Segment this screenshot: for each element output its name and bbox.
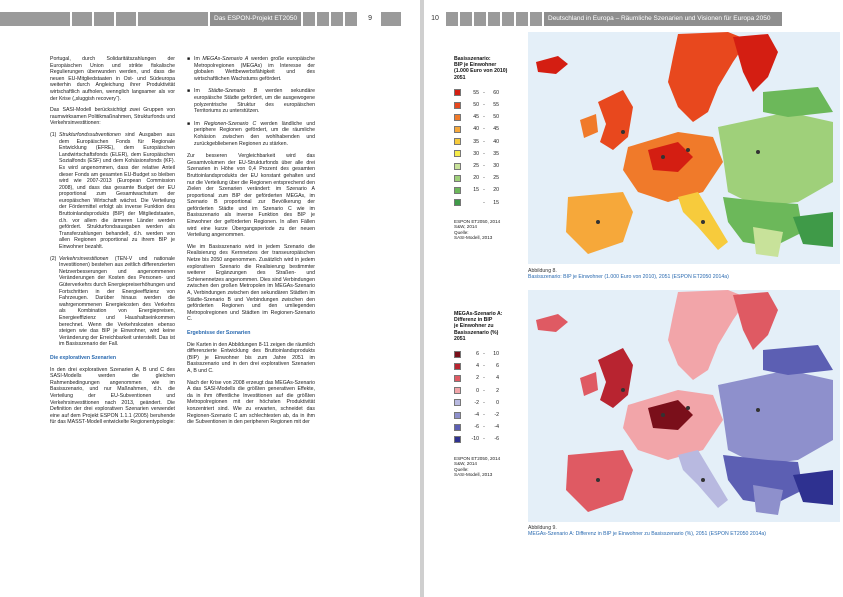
- map2-svg: [528, 290, 840, 522]
- caption-text: Basisszenario: BIP je Einwohner (1.000 Euro von 2010), 2051 (ESPON ET2050 2014a): [528, 274, 729, 281]
- legend-class-from: -4: [474, 412, 479, 419]
- city-marker: [701, 478, 705, 482]
- legend-range-dash: -: [483, 102, 485, 109]
- legend-range-dash: -: [483, 150, 485, 157]
- legend-range-dash: -: [483, 175, 485, 182]
- legend-class-from: 25: [473, 163, 479, 170]
- list-item-title: Strukturfondssubventionen: [59, 131, 121, 138]
- map1-source: [454, 219, 532, 241]
- list-item-text: sind Ausgaben aus dem Europäischen Fonds für Regionale Entwicklung (EFRE), dem Europäischen Landwirtschaftsfonds (ELER), dem Europäischen Sozialfonds (ESF) und dem Kohäsionsfonds (KF). Es wird angenommen, dass der relative Anteil dieser Fonds am gesamten EU-Budget so bleiben wird wie 2007-2013 (European Commission 2008), und dass das gesamte Budget der EU proportional zum Gesamtwachstum der europäischen Wirtschaft wächst. Die Verteilung der Fördermittel erfolgt als inverse Funktion des Bruttoinlandsprodukts (BIP) der Mitgliedstaaten, d.h. vor allem die ärmeren Länder werden gefördert. Strukturfondsausgaben werden als Transferzahlungen behandelt, d.h. werden von allen Regionen proportional zu ihrem BIP je Einwohner bezahlt.: [59, 131, 175, 251]
- source-line: SASI-Modell, 2013: [454, 235, 493, 241]
- paragraph: Die Karten in den Abbildungen 8-11 zeigen die räumlich differenzierte Entwicklung des Bruttoinlandsprodukts (BIP) je Einwohner bis zum Jahre 2051 im Basisszenario und in den drei explorativen Szenarien A, B und C.: [187, 341, 315, 374]
- bullet-item: [187, 56, 315, 82]
- legend-class-from: 0: [476, 387, 479, 394]
- list-item: [50, 256, 175, 348]
- legend-class-row: [454, 160, 532, 172]
- paragraph: Wie im Basisszenario wird in jedem Szenario die Realisierung des Kernnetzes der transeuropäischen Netze bis 2050 angenommen. Zusätzlich wird in jedem explorativen Szenario die Realisierung bestimmter weiterer Ergänzungen des Straßen- und Schienennetzes angenommen. Dies sind Verbindungen zwischen den großen Metropolen im MEGAs-Szenario A, Verbindungen zwischen den sekundären Städten im Städte-Szenario B und Verbindungen zwischen den geförderten Regionen und den umliegenden Metropolregionen und Städten im Regionen-Szenario C.: [187, 243, 315, 323]
- legend-range-dash: -: [483, 187, 485, 194]
- legend-class-to: -6: [494, 436, 499, 443]
- legend-swatch: [454, 199, 461, 206]
- legend-swatch: [454, 412, 461, 419]
- legend-class-row: [454, 421, 532, 433]
- map1-legend-classes: [454, 87, 532, 209]
- caption-number: Abbildung 8.: [528, 268, 557, 274]
- caption-text: MEGAs-Szenario A: Differenz in BIP je Einwohner zu Basisszenario (%), 2051 (ESPON ET2050 2014a): [528, 531, 766, 538]
- legend-class-from: 40: [473, 126, 479, 133]
- legend-range-dash: -: [483, 163, 485, 170]
- header-bar-block: [331, 12, 343, 26]
- legend-title-line: 2051: [454, 74, 466, 81]
- legend-class-from: 45: [473, 114, 479, 121]
- source-line: ESPON ET2050, 2014: [454, 218, 501, 224]
- source-line: Quelle:: [454, 229, 469, 235]
- paragraph: Nach der Krise von 2008 erzeugt das MEGAs-Szenario A das SASI-Modells die größten generativen Effekte, da in ihm öffentliche Investitionen auf die größten Metropolregionen mit der höchsten Produktivität konzentriert sind. Wie zu erwarten, schneidet das Regionen-Szenario C am schlechtesten ab, da in ihm die Subventionen in den peripheren Regionen mit der: [187, 379, 315, 426]
- legend-class-to: 45: [493, 126, 499, 133]
- legend-class-from: 2: [476, 375, 479, 382]
- city-marker: [661, 413, 665, 417]
- legend-class-to: 20: [493, 187, 499, 194]
- header-bar-block: [381, 12, 401, 26]
- left-column-1: [50, 56, 175, 431]
- legend-swatch: [454, 363, 461, 370]
- legend-class-row: [454, 348, 532, 360]
- city-marker: [756, 150, 760, 154]
- legend-class-from: 20: [473, 175, 479, 182]
- section-heading: Ergebnisse der Szenarien: [187, 329, 251, 336]
- legend-class-to: 35: [493, 150, 499, 157]
- paragraph: In den drei explorativen Szenarien A, B und C des SASI-Modells werden die gleichen Rahmenbedingungen angenommen wie im Basisszenario, und nur Maßnahmen, d.h. die Verteilung der EU-Subventionen und Verkehrsinvestitionen nach 2013, geändert. Die Definition der drei explorativen Szenarien verwendet eine auf dem Projekt ESPON 1.1.1 (2005) beruhende für das MASST-Modell entwickelte Regionentypologie:: [50, 366, 175, 426]
- map1-legend: [454, 56, 532, 241]
- legend-class-to: 6: [496, 363, 499, 370]
- legend-class-from: 30: [473, 150, 479, 157]
- legend-class-to: 40: [493, 138, 499, 145]
- bullet-title: Städte-Szenario B: [208, 88, 258, 95]
- legend-class-row: [454, 172, 532, 184]
- left-header-title: Das ESPON-Projekt ET2050: [210, 12, 301, 26]
- source-line: SASI-Modell, 2013: [454, 472, 493, 478]
- map2-legend: [454, 311, 532, 478]
- left-page-number: 9: [359, 12, 381, 26]
- legend-class-from: 4: [476, 363, 479, 370]
- legend-swatch: [454, 387, 461, 394]
- map1-legend-title: [454, 56, 532, 81]
- legend-range-dash: -: [483, 399, 485, 406]
- paragraph: Portugal, durch Solidaritätszahlungen der Europäischen Union und strikte fiskalische Regulierungen überwunden werden, und dass die neuen EU-Mitgliedstaaten in Ost- und Südeuropa weiterhin durch Angleichung ihrer Produktivität wirtschaftlich aufholen, wennglich langsamer als vor der Krise („sluggish recovery“).: [50, 56, 175, 102]
- legend-class-to: 0: [496, 399, 499, 406]
- map1-svg: [528, 32, 840, 264]
- legend-title-line: 2051: [454, 335, 466, 342]
- source-line: S&W, 2014: [454, 224, 477, 230]
- bullet-icon: ■: [187, 88, 191, 95]
- list-marker: (2): [50, 255, 57, 262]
- legend-class-row: [454, 184, 532, 196]
- legend-class-from: -6: [474, 424, 479, 431]
- city-marker: [596, 220, 600, 224]
- map1-caption: [528, 268, 828, 281]
- legend-range-dash: -: [483, 436, 485, 443]
- city-marker: [621, 130, 625, 134]
- legend-range-dash: -: [483, 387, 485, 394]
- legend-swatch: [454, 399, 461, 406]
- legend-class-from: 55: [473, 89, 479, 96]
- legend-class-row: [454, 372, 532, 384]
- map2-legend-classes: [454, 348, 532, 446]
- bullet-title: Regionen-Szenario C: [203, 120, 257, 127]
- header-bar-block: [72, 12, 92, 26]
- legend-class-row: [454, 99, 532, 111]
- legend-swatch: [454, 150, 461, 157]
- bullet-text: werden große europäische Metropolregionen (MEGAs) im Interesse der globalen Wettbewerbsfähigkeit und des wirtschaftlichen Wachstums gefördert.: [194, 56, 316, 82]
- legend-class-from: 6: [476, 351, 479, 358]
- list-marker: (1): [50, 131, 57, 138]
- legend-swatch: [454, 187, 461, 194]
- bullet-item: [187, 88, 315, 114]
- legend-swatch: [454, 436, 461, 443]
- bullet-prefix: Im: [194, 56, 200, 62]
- header-bar-block: [303, 12, 315, 26]
- legend-class-row: [454, 123, 532, 135]
- legend-class-to: 25: [493, 175, 499, 182]
- bullet-title: MEGAs-Szenario A: [202, 56, 249, 62]
- legend-range-dash: -: [483, 89, 485, 96]
- header-bar-block: [460, 12, 472, 26]
- legend-class-row: [454, 397, 532, 409]
- paragraph: Zur besseren Vergleichbarkeit wird das Gesamtvolumen der EU-Strukturfonds über alle drei Szenarien in Höhe von 0,4 Prozent des gesamten Bruttoinlandsprodukts der EU konstant gehalten und nur die Verteilung über die Regionen entsprechend den Zielen der Szenarien verändert: im Szenario A proportional zum BIP der geförderten MEGAs, im Szenario B proportional zur Bevölkerung der geförderten Städte und im Szenario C wie im Basisszenario als inverse Funktion des BIP je Einwohner der geförderten Regionen. In allen Fällen wird eine kurze Übergangsperiode zu der neuen Verteilung angenommen.: [187, 153, 315, 239]
- legend-class-row: [454, 148, 532, 160]
- list-item: [50, 132, 175, 251]
- legend-range-dash: -: [483, 114, 485, 121]
- legend-class-to: -2: [494, 412, 499, 419]
- right-header: [424, 12, 782, 26]
- header-bar-block: [345, 12, 357, 26]
- legend-swatch: [454, 138, 461, 145]
- legend-swatch: [454, 114, 461, 121]
- city-marker: [686, 148, 690, 152]
- legend-class-row: [454, 87, 532, 99]
- legend-class-to: 15: [493, 199, 499, 206]
- legend-class-from: -10: [471, 436, 479, 443]
- map2-legend-title: [454, 311, 532, 342]
- legend-class-from: 50: [473, 102, 479, 109]
- header-bar-block: [116, 12, 136, 26]
- legend-class-to: 4: [496, 375, 499, 382]
- legend-swatch: [454, 175, 461, 182]
- left-column-2: [187, 56, 315, 431]
- source-line: S&W, 2014: [454, 461, 477, 467]
- list-item-title: Verkehrsinvestitionen: [59, 255, 109, 262]
- city-marker: [661, 155, 665, 159]
- header-bar-block: [0, 12, 70, 26]
- legend-class-row: [454, 360, 532, 372]
- legend-class-from: 15: [473, 187, 479, 194]
- left-page: [0, 0, 420, 597]
- legend-class-from: 35: [473, 138, 479, 145]
- legend-range-dash: -: [483, 199, 485, 206]
- legend-swatch: [454, 89, 461, 96]
- legend-class-row: [454, 197, 532, 209]
- legend-class-row: [454, 111, 532, 123]
- section-heading: Die explorativen Szenarien: [50, 354, 117, 361]
- legend-swatch: [454, 163, 461, 170]
- legend-title-line: Basisszenario (%): [454, 329, 499, 336]
- city-marker: [596, 478, 600, 482]
- map2-source: [454, 456, 532, 478]
- legend-class-row: [454, 433, 532, 445]
- right-header-title: Deutschland in Europa – Räumliche Szenarien und Visionen für Europa 2050: [544, 12, 782, 26]
- legend-swatch: [454, 375, 461, 382]
- legend-swatch: [454, 102, 461, 109]
- bullet-text: werden ländliche und periphere Regionen gefördert, um die räumliche Kohäsion zwischen den wohlhabenden und zurückgebliebenen Regionen zu stärken.: [194, 120, 315, 147]
- header-bar-block: [474, 12, 486, 26]
- legend-class-row: [454, 136, 532, 148]
- left-header: [0, 12, 403, 26]
- legend-class-to: 2: [496, 387, 499, 394]
- legend-title-line: MEGAs-Szenario A:: [454, 311, 503, 317]
- caption-number: Abbildung 9.: [528, 525, 557, 531]
- greece-region: [753, 485, 783, 515]
- header-bar-block: [138, 12, 208, 26]
- legend-range-dash: -: [483, 363, 485, 370]
- legend-title-line: Differenz in BIP: [454, 317, 493, 324]
- city-marker: [686, 406, 690, 410]
- legend-title-line: je Einwohner zu: [454, 323, 494, 330]
- header-bar-block: [530, 12, 542, 26]
- list-item-text: (TEN-V und nationale Investitionen) bestehen aus zeitlich differenzierten Netzverbesserungen und angenommenen Veränderungen der Kosten des Personen- und Güterverkehrs durch Energiepreiserhöhungen und Fortschritten in der Energieeffizienz von Fahrzeugen. Darüber hinaus werden die wahrgenommenen Energiekosten des Verkehrs als Kombination von Energiepreisen, Energieeffizienz und Haushaltseinkommen berechnet. Wenn die Verkehrskosten ebenso steigen wie das BIP je Einwohner, wird keine Veränderung der Erreichbarkeit unterstellt. Das ist im Basisszenario der Fall.: [59, 255, 175, 348]
- city-marker: [701, 220, 705, 224]
- map2-europe-megas-diff: [528, 290, 840, 522]
- source-line: ESPON ET2050, 2014: [454, 455, 501, 461]
- source-line: Quelle:: [454, 466, 469, 472]
- map2-caption: [528, 525, 828, 538]
- legend-class-to: 10: [493, 351, 499, 358]
- legend-class-to: 60: [493, 89, 499, 96]
- right-page-number: 10: [424, 12, 446, 26]
- legend-class-to: 50: [493, 114, 499, 121]
- legend-range-dash: -: [483, 126, 485, 133]
- bullet-icon: ■: [187, 56, 191, 62]
- header-bar-block: [446, 12, 458, 26]
- paragraph: Das SASI-Modell berücksichtigt zwei Gruppen von raumwirksamen Politikmaßnahmen, Strukturfonds und Verkehrsinvestitionen:: [50, 107, 175, 127]
- legend-range-dash: -: [483, 351, 485, 358]
- legend-class-row: [454, 409, 532, 421]
- legend-swatch: [454, 351, 461, 358]
- header-bar-block: [488, 12, 500, 26]
- bullet-prefix: Im: [194, 88, 200, 95]
- city-marker: [621, 388, 625, 392]
- greece-region: [753, 227, 783, 257]
- header-bar-block: [516, 12, 528, 26]
- legend-class-to: -4: [494, 424, 499, 431]
- legend-class-to: 55: [493, 102, 499, 109]
- legend-range-dash: -: [483, 412, 485, 419]
- header-bar-block: [94, 12, 114, 26]
- legend-range-dash: -: [483, 375, 485, 382]
- bullet-item: [187, 121, 315, 147]
- legend-swatch: [454, 126, 461, 133]
- legend-range-dash: -: [483, 424, 485, 431]
- legend-class-to: 30: [493, 163, 499, 170]
- right-page: [424, 0, 843, 597]
- header-bar-block: [502, 12, 514, 26]
- legend-title-line: BIP je Einwohner: [454, 62, 497, 69]
- bullet-icon: ■: [187, 120, 191, 127]
- legend-title-line: Basisszenario:: [454, 56, 491, 62]
- bullet-prefix: Im: [194, 120, 200, 127]
- legend-range-dash: -: [483, 138, 485, 145]
- map1-europe-gdp: [528, 32, 840, 264]
- legend-class-from: -2: [474, 399, 479, 406]
- bullet-text: werden sekundäre europäische Städte gefördert, um die ausgewogene polyzentrische Struktur des europäischen Territoriums zu unterstützen.: [194, 88, 315, 115]
- header-bar-block: [317, 12, 329, 26]
- legend-title-line: (1.000 Euro von 2010): [454, 68, 508, 75]
- legend-class-row: [454, 385, 532, 397]
- city-marker: [756, 408, 760, 412]
- legend-swatch: [454, 424, 461, 431]
